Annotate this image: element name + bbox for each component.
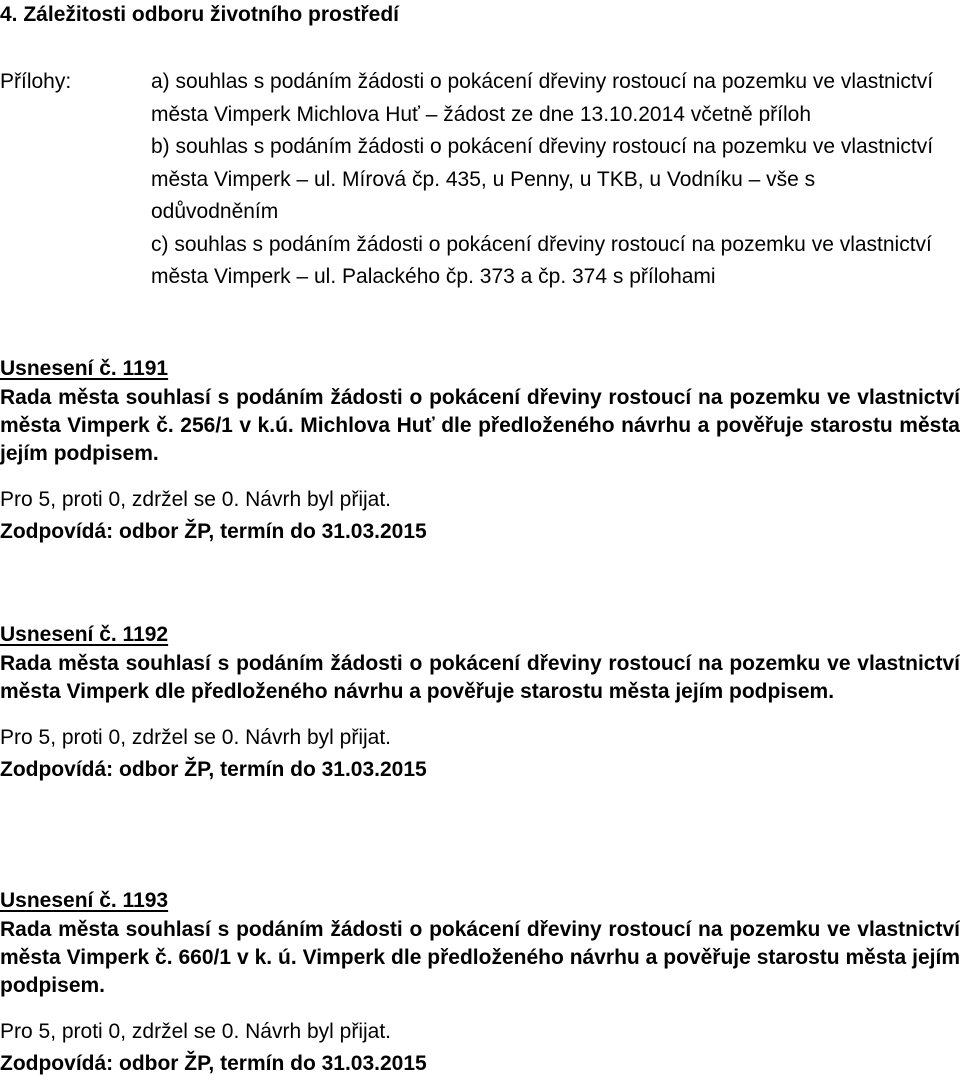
resolution-responsible: Zodpovídá: odbor ŽP, termín do 31.03.2015 <box>0 758 427 781</box>
attachments-label: Přílohy: <box>0 70 72 93</box>
resolution-vote: Pro 5, proti 0, zdržel se 0. Návrh byl přijat. <box>0 726 391 749</box>
resolution-title: Usnesení č. 1192 <box>0 623 169 646</box>
resolution-responsible: Zodpovídá: odbor ŽP, termín do 31.03.2015 <box>0 1052 427 1075</box>
resolution-text: Rada města souhlasí s podáním žádosti o pokácení dřeviny rostoucí na pozemku ve vlastnictví města Vimperk č. 256/1 v k.ú. Michlova Huť dle předloženého návrhu a pověřuje starostu města jejím podpisem. <box>0 386 960 465</box>
resolution-text: Rada města souhlasí s podáním žádosti o pokácení dřeviny rostoucí na pozemku ve vlastnictví města Vimperk č. 660/1 v k. ú. Vimperk dle předloženého návrhu a pověřuje starostu města jejím podpisem. <box>0 918 960 997</box>
attachment-item-b: b) souhlas s podáním žádosti o pokácení dřeviny rostoucí na pozemku ve vlastnictví města Vimperk – ul. Mírová čp. 435, u Penny, u TKB, u Vodníku – vše s odůvodněním <box>151 135 934 223</box>
resolution-responsible: Zodpovídá: odbor ŽP, termín do 31.03.2015 <box>0 520 427 543</box>
resolution-title: Usnesení č. 1191 <box>0 357 169 380</box>
resolution-vote: Pro 5, proti 0, zdržel se 0. Návrh byl přijat. <box>0 488 391 511</box>
section-heading: 4. Záležitosti odboru životního prostředí <box>0 3 400 26</box>
attachment-item-c: c) souhlas s podáním žádosti o pokácení dřeviny rostoucí na pozemku ve vlastnictví města Vimperk – ul. Palackého čp. 373 a čp. 374 s přílohami <box>151 232 932 288</box>
resolution-vote: Pro 5, proti 0, zdržel se 0. Návrh byl přijat. <box>0 1020 391 1043</box>
attachment-item-a: a) souhlas s podáním žádosti o pokácení dřeviny rostoucí na pozemku ve vlastnictví města Vimperk Michlova Huť – žádost ze dne 13.10.2014 včetně příloh <box>151 70 934 126</box>
resolution-text: Rada města souhlasí s podáním žádosti o pokácení dřeviny rostoucí na pozemku ve vlastnictví města Vimperk dle předloženého návrhu a pověřuje starostu města jejím podpisem. <box>0 652 960 703</box>
resolution-1192 <box>0 622 960 784</box>
resolution-1193 <box>0 888 960 1078</box>
resolution-1191 <box>0 356 960 546</box>
attachments-list <box>151 66 941 294</box>
resolution-title: Usnesení č. 1193 <box>0 889 169 912</box>
